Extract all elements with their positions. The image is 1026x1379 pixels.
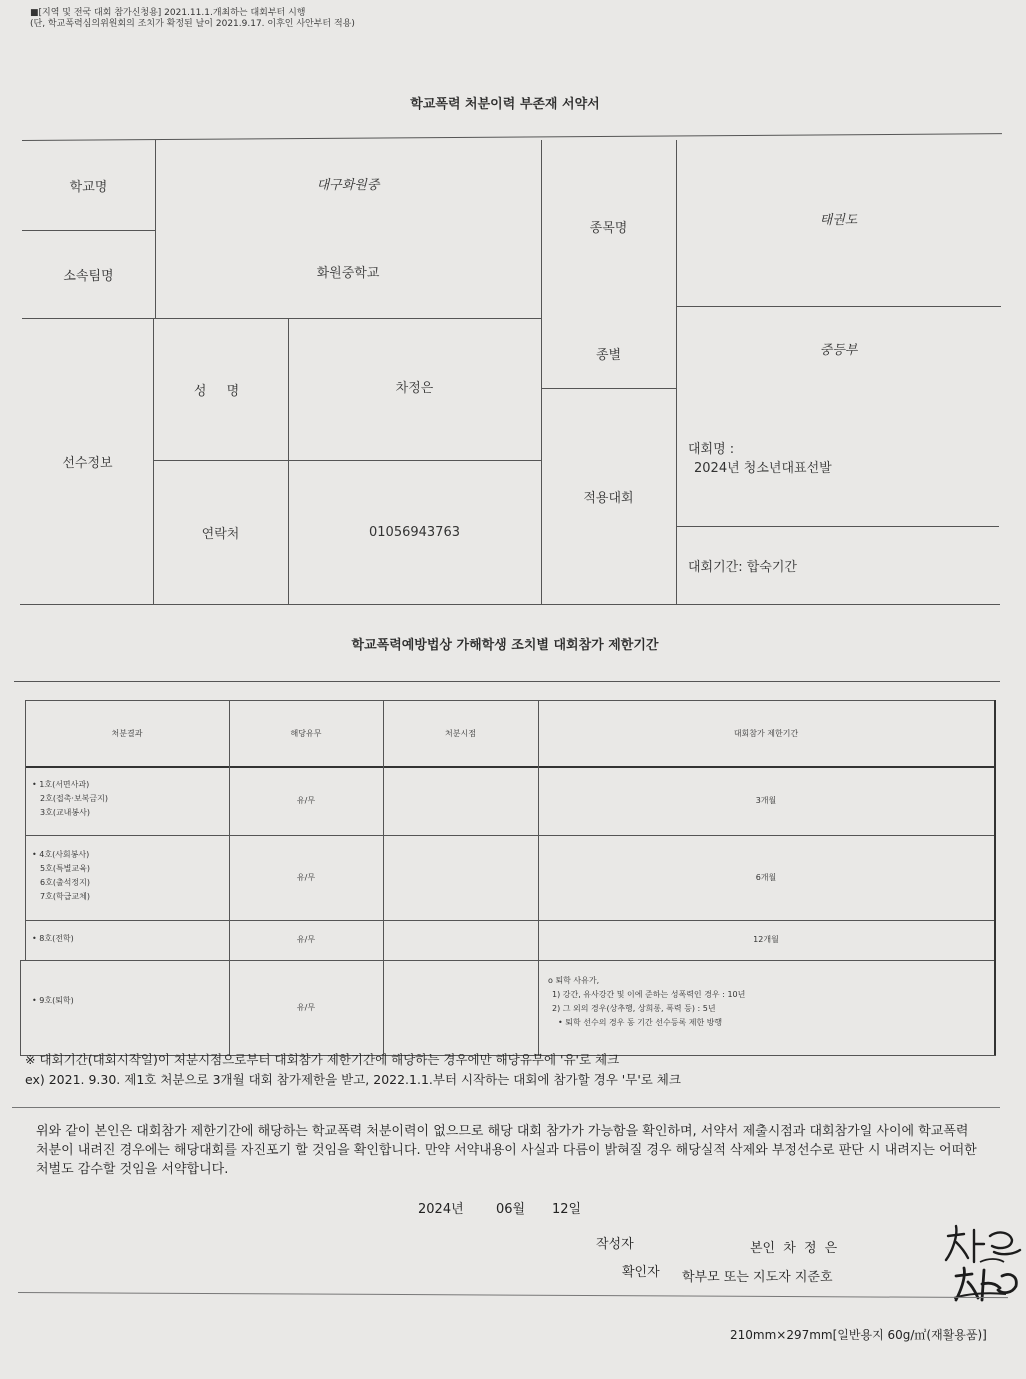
document-title: 학교폭력 처분이력 부존재 서약서 — [410, 97, 600, 112]
table-row-3-limit: 12개월 — [753, 935, 779, 944]
confirm-label: 확인자 — [622, 1265, 660, 1280]
contact-value: 01056943763 — [369, 524, 460, 540]
event-period: 대회기간: 합숙기간 — [688, 560, 797, 575]
table-row-3-applicable[interactable]: 유/무 — [296, 935, 316, 944]
result-line: 2호(접촉·보복금지) — [40, 794, 108, 803]
team-value: 화원중학교 — [316, 265, 380, 281]
name-label: 성 명 — [193, 383, 248, 399]
table-row-3-result — [32, 932, 74, 946]
table-row-4-applicable[interactable]: 유/무 — [296, 1002, 316, 1012]
player-info-label: 선수정보 — [62, 455, 113, 471]
table-notes — [25, 1050, 681, 1090]
signature-1 — [940, 1222, 1024, 1270]
note-line-2: ex) 2021. 9.30. 제1호 처분으로 3개월 대회 참가제한을 받고, 2022.1.1.부터 시작하는 대회에 참가할 경우 '무'로 체크 — [25, 1072, 681, 1087]
confirmer: 학부모 또는 지도자 지준호 — [682, 1270, 833, 1285]
school-value: 대구화원중 — [316, 177, 380, 193]
limit-line: o 퇴학 사유가, — [548, 976, 600, 985]
team-label: 소속팀명 — [63, 268, 114, 284]
table-row-2-result — [32, 848, 90, 904]
table-row-4-limit — [548, 974, 745, 1030]
header-note — [30, 8, 355, 30]
table-row-2-time[interactable] — [383, 835, 538, 920]
self-signer: 본인 차 정 은 — [750, 1241, 838, 1256]
division-label: 종별 — [595, 347, 622, 363]
paper-spec-footer: 210mm×297mm[일반용지 60g/㎡(재활용품)] — [730, 1328, 987, 1342]
result-line: • 4호(사회봉사) — [32, 850, 90, 859]
limit-line: 1) 강간, 유사강간 및 이에 준하는 성폭력인 경우 : 10년 — [552, 990, 746, 999]
header-note-line1: ■[지역 및 전국 대회 참가신청용] 2021.11.1.개최하는 대회부터 시행 — [30, 8, 306, 18]
date-day: 12일 — [552, 1202, 582, 1217]
table-row-1-result — [32, 778, 108, 820]
col-header-applicable: 해당유무 — [290, 728, 322, 738]
event-label: 적용대회 — [583, 490, 634, 506]
table-row-3-time[interactable] — [383, 920, 538, 960]
col-header-result: 처분결과 — [111, 728, 143, 738]
date-year: 2024년 — [418, 1202, 464, 1217]
result-line: • 8호(전학) — [32, 934, 74, 943]
result-line: 5호(특별교육) — [40, 864, 90, 873]
table-row-2-applicable[interactable]: 유/무 — [296, 872, 316, 882]
table-row-1-applicable[interactable]: 유/무 — [296, 795, 316, 805]
table-row-4-time[interactable] — [383, 960, 538, 1055]
table-row-2-limit: 6개월 — [755, 872, 777, 882]
result-line: • 9호(퇴학) — [32, 996, 74, 1005]
table-row-4-result — [32, 994, 74, 1008]
event-name-label: 대회명 : — [688, 442, 735, 457]
event-name-value: 2024년 청소년대표선발 — [694, 461, 832, 476]
col-header-time: 처분시점 — [445, 728, 476, 738]
result-line: 6호(출석정지) — [40, 878, 90, 887]
result-line: • 1호(서면사과) — [32, 780, 90, 789]
sport-label: 종목명 — [589, 220, 628, 236]
division-value: 중등부 — [819, 342, 858, 358]
note-line-1: ※ 대회기간(대회시작일)이 처분시점으로부터 대회참가 제한기간에 해당하는 경우에만 해당유무에 '유'로 체크 — [25, 1052, 620, 1067]
col-header-limit: 대회참가 제한기간 — [733, 728, 799, 738]
limit-line: • 퇴학 선수의 경우 동 기간 선수등록 제한 방행 — [558, 1018, 723, 1027]
school-label: 학교명 — [69, 179, 108, 195]
pledge-text: 위와 같이 본인은 대회참가 제한기간에 해당하는 학교폭력 처분이력이 없으므로 해당 대회 참가가 가능함을 확인하며, 서약서 제출시점과 대회참가일 사이에 학교폭력 처분이 내려진 경우에는 해당대회를 자진포기 할 것임을 확인합니다. 만약 서약내용이 사실과 다름이 밝혀질 경우 해당실적 삭제와 부정선수로 판단 시 내려지는 어떠한 처벌도 감수할 것임을 서약합니다. — [36, 1124, 977, 1177]
result-line: 7호(학급교체) — [40, 892, 90, 901]
writer-label: 작성자 — [596, 1237, 634, 1252]
contact-label: 연락처 — [201, 526, 240, 542]
result-line: 3호(교내봉사) — [40, 808, 90, 817]
table-row-1-limit: 3개월 — [755, 795, 777, 805]
date-month: 06월 — [496, 1202, 526, 1217]
limit-line: 2) 그 외의 경우(상추행, 상희롱, 폭력 등) : 5년 — [552, 1004, 716, 1013]
sport-value: 태권도 — [819, 212, 858, 228]
table-subtitle: 학교폭력예방법상 가해학생 조치별 대회참가 제한기간 — [351, 638, 659, 653]
table-row-1-time[interactable] — [383, 766, 538, 835]
header-note-line2: (단, 학교폭력심의위원회의 조치가 확정된 날이 2021.9.17. 이후인 사안부터 적용) — [30, 19, 355, 29]
signature-2 — [946, 1264, 1026, 1306]
name-value: 차정은 — [395, 380, 434, 396]
